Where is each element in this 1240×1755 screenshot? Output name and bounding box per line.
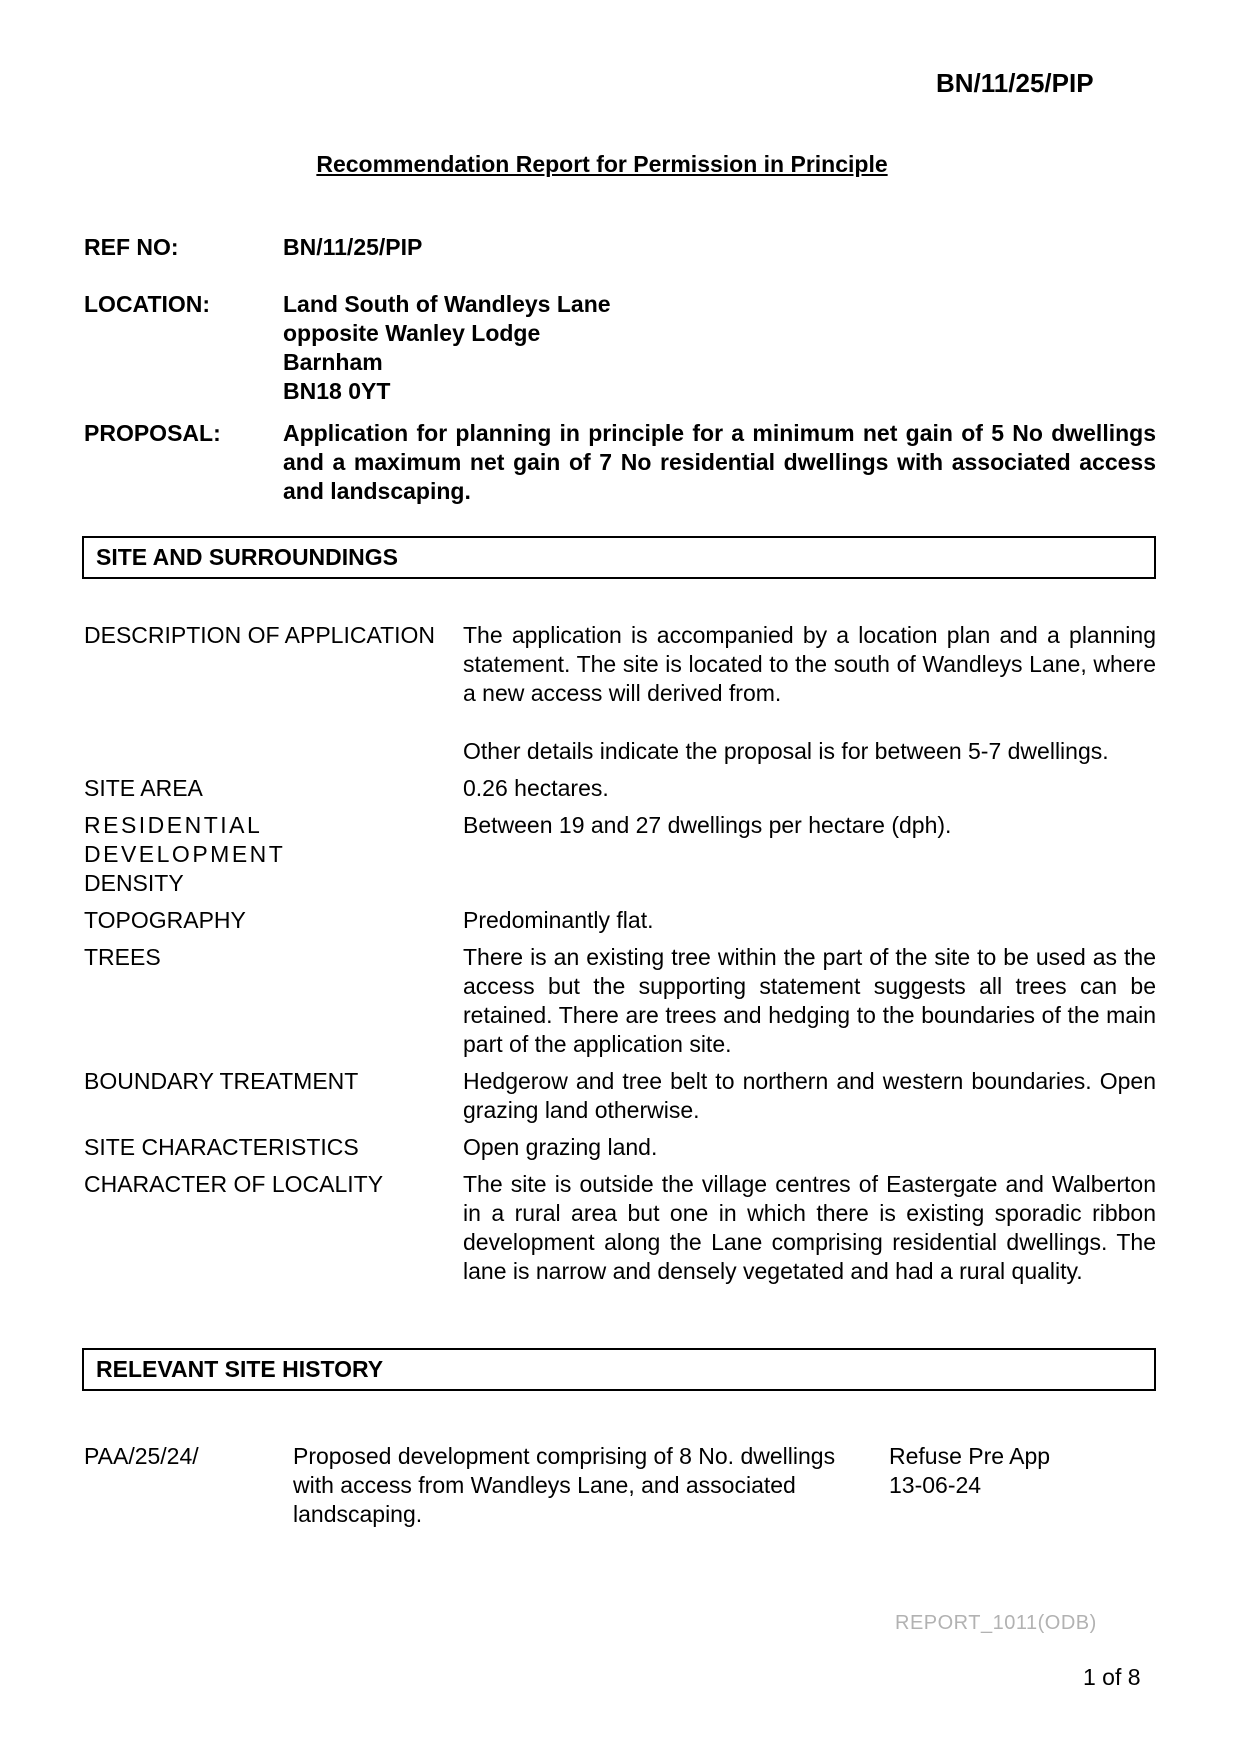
detail-label: TOPOGRAPHY [84, 907, 246, 933]
detail-label: TREES [84, 944, 161, 970]
detail-row-residential-development-density [84, 811, 1156, 898]
detail-label-line: DENSITY [84, 870, 184, 896]
detail-value: Hedgerow and tree belt to northern and western boundaries. Open grazing land otherwise. [463, 1068, 1156, 1123]
detail-row-trees [84, 943, 1156, 1059]
detail-value: Open grazing land. [463, 1134, 658, 1160]
detail-label [84, 811, 463, 898]
site-history-entry [84, 1442, 1156, 1529]
document-reference-header: BN/11/25/PIP [936, 68, 1094, 98]
site-history-description: Proposed development comprising of 8 No. dwellings with access from Wandleys Lane, and associated landscaping. [293, 1443, 836, 1527]
detail-label: BOUNDARY TREATMENT [84, 1068, 359, 1094]
detail-value: Predominantly flat. [463, 907, 654, 933]
detail-value: Between 19 and 27 dwellings per hectare (dph). [463, 812, 952, 838]
proposal-label: PROPOSAL: [84, 420, 221, 446]
section-heading-label: RELEVANT SITE HISTORY [96, 1356, 384, 1382]
ref-no-row [84, 233, 1156, 262]
location-line: opposite Wanley Lodge [283, 320, 541, 346]
page-title: Recommendation Report for Permission in Principle [316, 151, 888, 177]
location-value [283, 290, 1156, 406]
detail-value [463, 621, 1156, 766]
detail-value: There is an existing tree within the part of the site to be used as the access but the supporting statement suggests all trees can be retained. There are trees and hedging to the boundaries of the main part of the application site. [463, 944, 1156, 1057]
detail-value: 0.26 hectares. [463, 775, 609, 801]
detail-label: SITE AREA [84, 775, 203, 801]
location-line: Land South of Wandleys Lane [283, 291, 611, 317]
detail-label: CHARACTER OF LOCALITY [84, 1171, 384, 1197]
site-history-decision-outcome: Refuse Pre App [889, 1443, 1051, 1469]
site-history-ref: PAA/25/24/ [84, 1443, 199, 1469]
section-heading-relevant-site-history [82, 1348, 1156, 1391]
detail-row-site-characteristics [84, 1133, 1156, 1162]
detail-paragraph: The application is accompanied by a location plan and a planning statement. The site is located to the south of Wandleys Lane, where a new access will derived from. [463, 622, 1156, 706]
location-line: BN18 0YT [283, 378, 391, 404]
section-heading-label: SITE AND SURROUNDINGS [96, 544, 398, 570]
detail-row-description-of-application [84, 621, 1156, 766]
ref-no-label: REF NO: [84, 234, 179, 260]
detail-value: The site is outside the village centres of Eastergate and Walberton in a rural area but one in which there is existing sporadic ribbon development along the Lane comprising residential dwellings. The lane is narrow and densely vegetated and had a rural quality. [463, 1171, 1156, 1284]
site-history-decision-date: 13-06-24 [889, 1472, 982, 1498]
ref-no-value: BN/11/25/PIP [283, 234, 423, 260]
page-number: 1 of 8 [1083, 1664, 1141, 1690]
detail-paragraph: Other details indicate the proposal is for between 5-7 dwellings. [463, 738, 1109, 764]
location-line: Barnham [283, 349, 383, 375]
detail-row-topography [84, 906, 1156, 935]
detail-label-line: RESIDENTIAL DEVELOPMENT [84, 812, 286, 867]
detail-row-character-of-locality [84, 1170, 1156, 1286]
detail-label: SITE CHARACTERISTICS [84, 1134, 359, 1160]
site-history-decision [889, 1442, 1156, 1529]
report-template-watermark: REPORT_1011(ODB) [895, 1612, 1097, 1634]
detail-row-site-area [84, 774, 1156, 803]
section-heading-site-and-surroundings [82, 536, 1156, 579]
detail-label: DESCRIPTION OF APPLICATION [84, 622, 436, 648]
detail-row-boundary-treatment [84, 1067, 1156, 1125]
location-label: LOCATION: [84, 291, 211, 317]
location-row [84, 290, 1156, 406]
site-and-surroundings-rows [84, 621, 1156, 1294]
proposal-row [84, 419, 1156, 506]
proposal-value: Application for planning in principle for a minimum net gain of 5 No dwellings and a maximum net gain of 7 No residential dwellings with associated access and landscaping. [283, 420, 1156, 504]
